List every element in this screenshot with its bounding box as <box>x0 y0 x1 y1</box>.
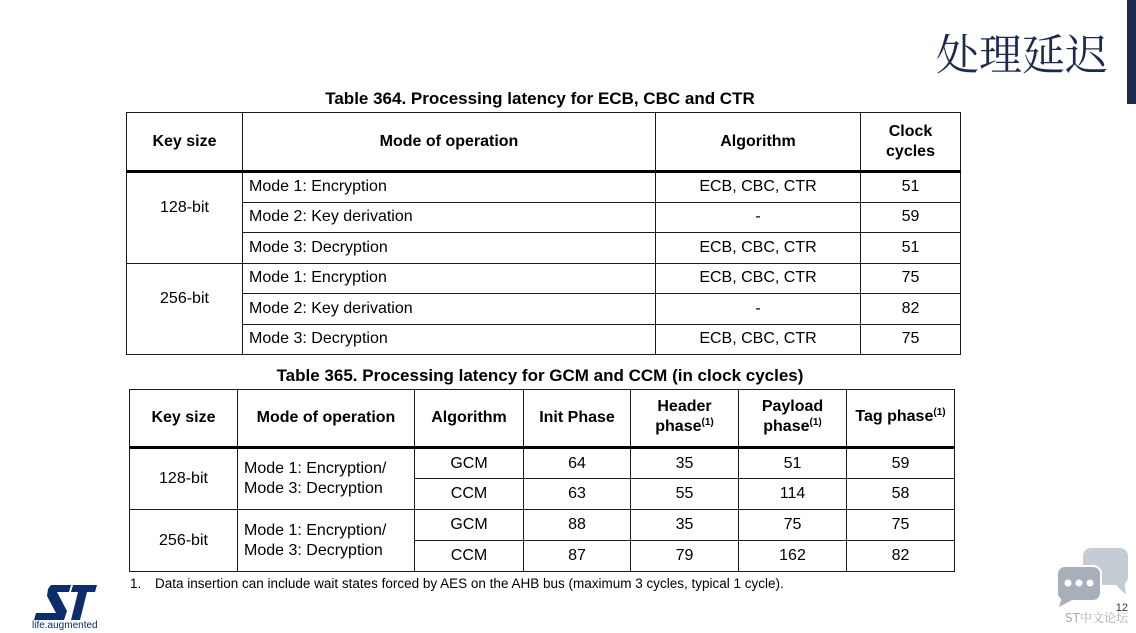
tag-phase-cell: 82 <box>847 541 955 572</box>
mode-cell: Mode 2: Key derivation <box>243 294 656 325</box>
mode-line: Mode 1: Encryption/ <box>244 521 387 539</box>
column-header-key-size: Key size <box>127 113 243 172</box>
tag-phase-cell: 75 <box>847 510 955 541</box>
algorithm-cell: - <box>656 294 861 325</box>
mode-cell: Mode 3: Decryption <box>243 324 656 355</box>
mode-cell: Mode 1: Encryption <box>243 172 656 203</box>
payload-phase-cell: 75 <box>739 510 847 541</box>
payload-phase-cell: 51 <box>739 448 847 479</box>
algorithm-cell: GCM <box>415 448 524 479</box>
column-header-algorithm: Algorithm <box>656 113 861 172</box>
chat-bubbles-icon <box>1056 547 1129 607</box>
table-row <box>130 510 955 541</box>
st-logo-t-shape <box>71 585 97 620</box>
clock-cycles-cell: 75 <box>861 324 961 355</box>
header-phase-cell: 55 <box>631 479 739 510</box>
clock-cycles-cell: 51 <box>861 172 961 203</box>
algorithm-cell: ECB, CBC, CTR <box>656 324 861 355</box>
clock-cycles-cell: 82 <box>861 294 961 325</box>
payload-phase-label <box>754 397 832 439</box>
algorithm-cell: ECB, CBC, CTR <box>656 172 861 203</box>
footnote-ref: (1) <box>701 417 714 428</box>
clock-cycles-cell: 75 <box>861 263 961 294</box>
footnote-ref: (1) <box>933 407 946 418</box>
mode-cell <box>238 448 415 510</box>
key-size-cell: 128-bit <box>130 448 238 510</box>
mode-line: Mode 3: Decryption <box>244 541 383 559</box>
table-row <box>127 233 961 264</box>
tag-phase-cell: 58 <box>847 479 955 510</box>
init-phase-cell: 64 <box>524 448 631 479</box>
column-header-init-phase: Init Phase <box>524 390 631 448</box>
st-logo-s-shape <box>34 585 71 620</box>
table-row <box>127 324 961 355</box>
footnote-text: Data insertion can include wait states forced by AES on the AHB bus (maximum 3 cycles, typical 1 cycle). <box>155 576 784 591</box>
table-row <box>127 172 961 203</box>
footnote-ref: (1) <box>809 417 822 428</box>
mode-cell: Mode 1: Encryption <box>243 263 656 294</box>
tag-phase-cell: 59 <box>847 448 955 479</box>
key-size-cell: 128-bit <box>127 172 243 264</box>
column-header-header-phase <box>631 390 739 448</box>
header-row <box>127 113 961 172</box>
column-header-clock-cycles <box>861 113 961 172</box>
st-logo <box>34 585 97 620</box>
forum-label: ST中文论坛 <box>1065 611 1128 625</box>
table-row <box>127 294 961 325</box>
column-header-key-size: Key size <box>130 390 238 448</box>
init-phase-cell: 87 <box>524 541 631 572</box>
column-header-tag-phase <box>847 390 955 448</box>
clock-cycles-cell: 51 <box>861 233 961 264</box>
key-size-cell: 256-bit <box>127 263 243 355</box>
payload-phase-cell: 162 <box>739 541 847 572</box>
header-phase-text: Header phase <box>655 398 712 435</box>
table-365-caption: Table 365. Processing latency for GCM and CCM (in clock cycles) <box>276 366 804 385</box>
payload-phase-text: Payload phase <box>761 398 824 435</box>
header-phase-cell: 35 <box>631 510 739 541</box>
algorithm-cell: CCM <box>415 479 524 510</box>
column-header-mode: Mode of operation <box>243 113 656 172</box>
mode-cell: Mode 3: Decryption <box>243 233 656 264</box>
column-header-payload-phase <box>739 390 847 448</box>
header-phase-label <box>646 397 724 439</box>
page-number: 12 <box>1115 602 1128 614</box>
slide-title: 处理延迟 <box>936 31 1108 81</box>
table-row <box>130 448 955 479</box>
mode-cell: Mode 2: Key derivation <box>243 202 656 233</box>
column-header-algorithm: Algorithm <box>415 390 524 448</box>
tag-phase-text: Tag phase <box>855 408 934 425</box>
clock-cycles-cell: 59 <box>861 202 961 233</box>
algorithm-cell: ECB, CBC, CTR <box>656 233 861 264</box>
table-row <box>127 202 961 233</box>
clock-cycles-label: Clock cycles <box>886 122 935 160</box>
brand-tagline: life.augmented <box>32 620 98 631</box>
table-364-caption: Table 364. Processing latency for ECB, CBC and CTR <box>325 89 755 108</box>
algorithm-cell: GCM <box>415 510 524 541</box>
algorithm-cell: CCM <box>415 541 524 572</box>
header-phase-cell: 35 <box>631 448 739 479</box>
mode-line: Mode 1: Encryption/ <box>244 460 387 477</box>
key-size-cell: 256-bit <box>130 510 238 572</box>
table-row <box>127 263 961 294</box>
mode-line: Mode 3: Decryption <box>244 480 383 497</box>
header-phase-cell: 79 <box>631 541 739 572</box>
column-header-mode: Mode of operation <box>238 390 415 448</box>
gcm-ccm-latency-table <box>129 389 955 572</box>
payload-phase-cell: 114 <box>739 479 847 510</box>
footnote-number: 1. <box>130 576 142 591</box>
init-phase-cell: 88 <box>524 510 631 541</box>
accent-bar <box>1127 0 1136 104</box>
mode-cell <box>238 510 415 572</box>
header-row <box>130 390 955 448</box>
algorithm-cell: ECB, CBC, CTR <box>656 263 861 294</box>
init-phase-cell: 63 <box>524 479 631 510</box>
ecb-cbc-ctr-latency-table <box>126 112 961 355</box>
algorithm-cell: - <box>656 202 861 233</box>
